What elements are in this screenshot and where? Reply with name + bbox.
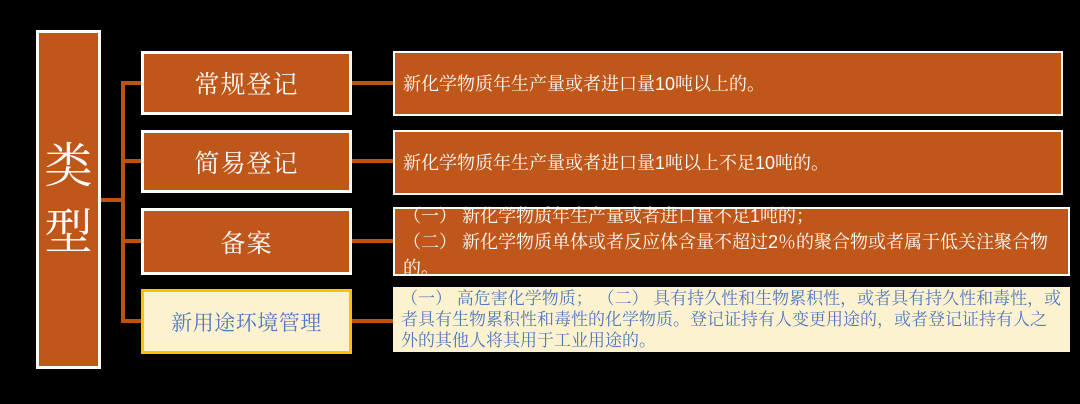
connector-desc-4 [352,319,393,323]
description-new-use-management [393,287,1070,352]
connector-desc-1 [352,81,393,85]
description-regular-registration [393,51,1063,116]
description-filing-text [395,201,1068,283]
root-type-label: 类型 [44,139,93,259]
node-regular-registration [141,51,352,115]
node-new-use-management-label: 新用途环境管理 [171,311,322,335]
connector-desc-2 [352,159,393,163]
node-filing [141,208,352,275]
connector-branch-3 [121,239,141,243]
description-new-use-line-3: 外的其他人将其用于工业用途的。 [401,331,656,350]
connector-branch-2 [121,159,141,163]
connector-root-stem [101,198,122,202]
description-new-use-management-text [393,286,1067,353]
description-filing-line-1: （一） 新化学物质年生产量或者进口量不足1吨的； [403,205,815,226]
description-filing-line-2: （二） 新化学物质单体或者反应体含量不超过2％的聚合物或者属于低关注聚合物的。 [403,231,1049,278]
node-simple-registration [141,130,352,193]
description-simple-registration-text: 新化学物质年生产量或者进口量1吨以上不足10吨的。 [403,152,830,173]
node-new-use-management [141,289,352,354]
connector-desc-3 [352,239,393,243]
connector-trunk [121,81,125,323]
connector-branch-1 [121,81,141,85]
node-filing-label: 备案 [220,229,273,258]
description-filing [393,207,1070,276]
connector-branch-4 [121,319,141,323]
description-new-use-line-2: 者具有生物累积性和毒性的化学物质。登记证持有人变更用途的，或者登记证持有人之 [401,310,1047,329]
description-regular-registration-text: 新化学物质年生产量或者进口量10吨以上的。 [403,73,766,94]
description-simple-registration [393,130,1063,195]
description-new-use-line-1: （一） 高危害化学物质； （二） 具有持久性和生物累积性，或者具有持久性和毒性，或 [401,289,1062,308]
node-simple-registration-label: 简易登记 [194,149,299,178]
root-type-box [36,30,101,369]
node-regular-registration-label: 常规登记 [194,71,299,99]
